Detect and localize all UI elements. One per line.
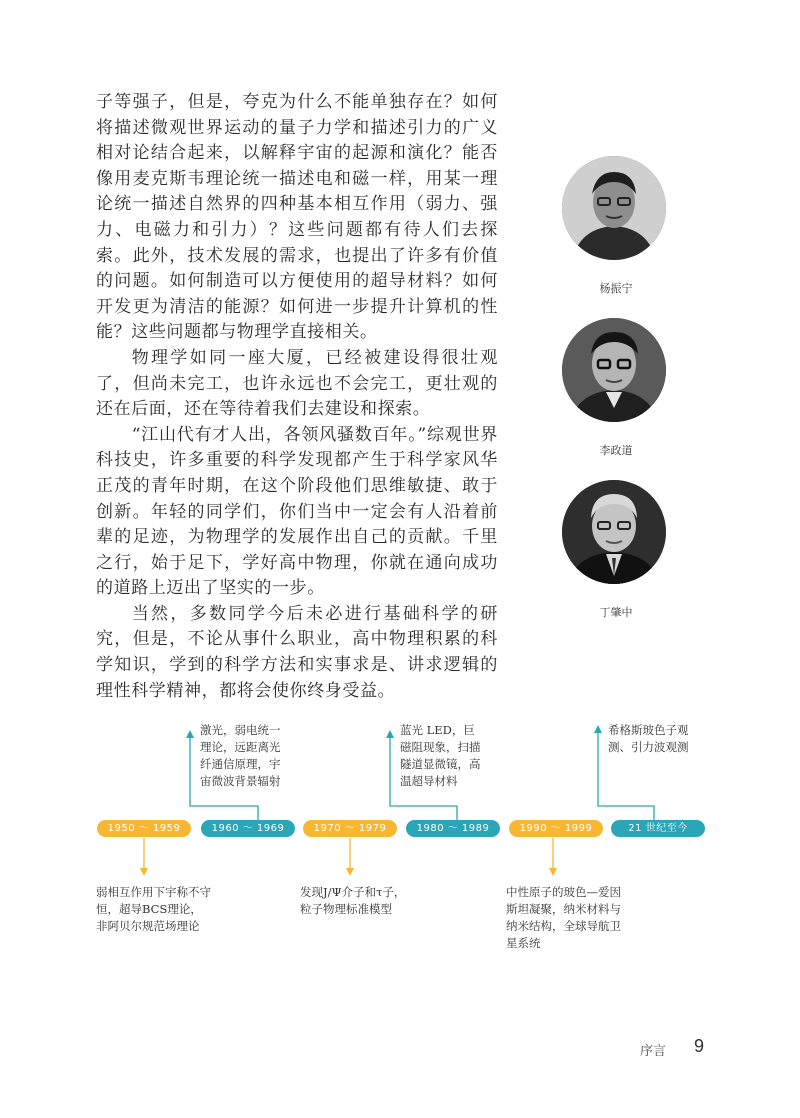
note-1990s: 中性原子的玻色—爱因斯坦凝聚，纳米材料与纳米结构，全球导航卫星系统 xyxy=(506,885,621,950)
arrowhead xyxy=(186,730,194,738)
period-1970s: 1970 ～ 1979 xyxy=(303,820,397,837)
period-1980s: 1980 ～ 1989 xyxy=(406,820,500,837)
period-1960s: 1960 ～ 1969 xyxy=(201,820,295,837)
note-1960s: 激光，弱电统一理论，远距离光纤通信原理，宇宙微波背景辐射 xyxy=(200,723,281,788)
caption-ding-zhaozhong: 丁肇中 xyxy=(599,606,633,619)
arrowhead xyxy=(140,868,148,876)
paragraph-2: 物理学如同一座大厦，已经被建设得很壮观了，但尚未完工，也许永远也不会完工，更壮观的还在后面，还在等待着我们去建设和探索。 xyxy=(96,347,498,420)
paragraph-3: “江山代有才人出，各领风骚数百年。”综观世界科技史，许多重要的科学发现都产生于科学家风华正茂的青年时期，在这个阶段他们思维敏捷、敢于创新。年轻的同学们，你们当中一定会有人沿着前辈的足迹，为物理学的发展作出自己的贡献。千里之行，始于足下，学好高中物理，你就在通向成功的道路上迈出了坚实的一步。 xyxy=(96,424,498,599)
arrowhead xyxy=(594,725,602,733)
period-1950s: 1950 ～ 1959 xyxy=(97,820,191,837)
paragraph-1: 子等强子，但是，夸克为什么不能单独存在？如何将描述微观世界运动的量子力学和描述引力的广义相对论结合起来，以解释宇宙的起源和演化？能否像用麦克斯韦理论统一描述电和磁一样，用某一理论统一描述自然界的四种基本相互作用（弱力、强力、电磁力和引力）？这些问题都有待人们去探索。此外，技术发展的需求，也提出了许多有价值的问题。如何制造可以方便使用的超导材料？如何开发更为清洁的能源？如何进一步提升计算机的性能？这些问题都与物理学直接相关。 xyxy=(96,92,498,343)
arrowhead xyxy=(346,868,354,876)
arrowhead xyxy=(386,730,394,738)
arrowhead xyxy=(549,868,557,876)
note-1980s: 蓝光 LED，巨磁阻现象，扫描隧道显微镜，高温超导材料 xyxy=(400,723,481,788)
caption-li-zhengdao: 李政道 xyxy=(599,444,633,457)
period-21c: 21 世纪至今 xyxy=(611,820,705,837)
page-number: 9 xyxy=(694,1036,705,1056)
caption-yang-zhenning: 杨振宁 xyxy=(599,282,633,295)
note-1950s: 弱相互作用下宇称不守恒，超导BCS理论，非阿贝尔规范场理论 xyxy=(96,885,211,933)
note-1970s: 发现J/Ψ介子和τ子，粒子物理标准模型 xyxy=(300,885,406,916)
note-21c: 希格斯玻色子观测、引力波观测 xyxy=(608,723,689,754)
period-1990s: 1990 ～ 1999 xyxy=(509,820,603,837)
footer-section-label: 序言 xyxy=(640,1044,667,1059)
paragraph-4: 当然，多数同学今后未必进行基础科学的研究，但是，不论从事什么职业，高中物理积累的科学知识，学到的科学方法和实事求是、讲求逻辑的理性科学精神，都将会使你终身受益。 xyxy=(96,603,498,701)
